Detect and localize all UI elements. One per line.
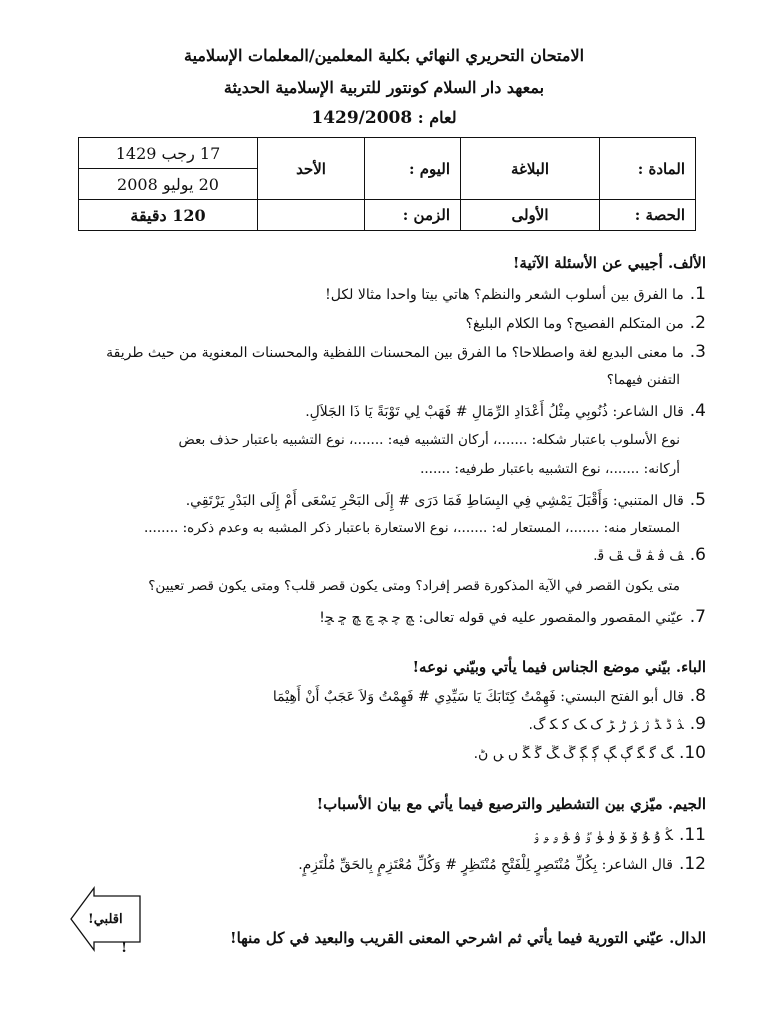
section-d-title: الدال. عيّني التورية فيما يأتي ثم اشرحي المعنى القريب والبعيد في كل منها! — [230, 929, 706, 947]
question-4 — [305, 401, 706, 421]
question-1 — [325, 284, 706, 304]
question-number: 11. — [678, 825, 706, 845]
day-label: اليوم : — [365, 138, 461, 200]
quran-verse-glyphs: ﭫ ﭬ ﭭ ﭮ ﭯ ﭰ. — [593, 548, 684, 564]
exam-title: الامتحان التحريري النهائي بكلية المعلمين/المعلمات الإسلامية — [183, 46, 585, 65]
question-text: من المتكلم الفصيح؟ وما الكلام البليغ؟ — [465, 316, 684, 332]
exam-info-table — [78, 137, 696, 231]
question-number: 9. — [689, 714, 706, 734]
question-number: 6. — [689, 545, 706, 565]
section-c-title: الجيم. ميّزي بين التشطير والترصيع فيما يأتي مع بيان الأسباب! — [316, 795, 706, 813]
question-text: قال الشاعر: ذُنُوبِي مِثْلُ أَعْدَادِ الرِّمَالِ # فَهَبْ لِي تَوْبَةً يَا ذَا الجَلاَلِ. — [305, 404, 684, 420]
question-number: 1. — [689, 284, 706, 304]
session-label: الحصة : — [600, 200, 696, 231]
question-8 — [273, 686, 706, 706]
question-number: 8. — [689, 686, 706, 706]
question-10 — [474, 743, 706, 763]
question-number: 4. — [689, 401, 706, 421]
quran-verse-glyphs: ﮓ ﮔ ﮕ ﮖ ﮗ ﮘ ﮙ ﮚ ﮛ ﮜ ﮝ ﮞ ﮟ ﮠ. — [473, 746, 673, 762]
question-6 — [593, 545, 706, 565]
time-label: الزمن : — [365, 200, 461, 231]
question-number: 3. — [689, 342, 706, 362]
subject-value: البلاغة — [461, 138, 600, 200]
question-text: ما الفرق بين أسلوب الشعر والنظم؟ هاتي بيتا واحدا مثالا لكل! — [325, 287, 684, 303]
question-text: ما معنى البديع لغة واصطلاحا؟ ما الفرق بين المحسنات اللفظية والمحسنات المعنوية من حيث طريقة — [106, 345, 684, 361]
question-number: 5. — [689, 490, 706, 510]
turn-over-label: اقلبي! — [88, 912, 123, 927]
question-text: قال الشاعر: بِكُلِّ مُنْتَصِرٍ لِلْفَتْحِ مُنْتَظِرٍ # وَكُلِّ مُعْتَزِمٍ بِالحَقِّ مُلْتَزِمٍ. — [298, 857, 673, 873]
turn-over-mark: ! — [121, 940, 128, 956]
quran-verse-glyphs: ﯖ ﯗ ﯘ ﯙ ﯚ ﯛ ﯜ ﯝ ﯞ ﯟ ﯠ ﯡ ﯢ — [533, 828, 673, 844]
question-number: 10. — [678, 743, 706, 763]
question-number: 2. — [689, 313, 706, 333]
question-2 — [466, 313, 706, 333]
question-3 — [106, 342, 706, 362]
question-9 — [528, 714, 706, 734]
question-11 — [534, 825, 706, 845]
year-value: 1429/2008 — [311, 108, 413, 128]
question-text: قال المتنبي: وَأَقْبَلَ يَمْشِي فِي البِسَاطِ فَمَا دَرَى # إِلَى البَحْرِ يَسْعَى أَمْ إِلَى البَدْرِ يَرْتَقِي. — [185, 493, 684, 509]
question-6-prompt: متى يكون القصر في الآية المذكورة قصر إفراد؟ ومتى يكون قصر قلب؟ ومتى يكون قصر تعيين؟ — [148, 578, 680, 594]
question-7 — [319, 607, 706, 627]
question-4-blanks-1: نوع الأسلوب باعتبار شكله: .......، أركان التشبيه فيه: .......، نوع التشبيه باعتبار حذف بعض — [178, 432, 680, 448]
question-5 — [186, 490, 706, 510]
question-number: 12. — [678, 854, 706, 874]
session-value: الأولى — [461, 200, 600, 231]
question-text: عيّني المقصور والمقصور عليه في قوله تعالى: — [418, 610, 684, 626]
question-3-continued: التفنن فيهما؟ — [606, 372, 680, 388]
question-12 — [298, 854, 706, 874]
quran-verse-glyphs: ﭻ ﭼ ﭽ ﭾ ﭿ ﮀ ﮁ! — [319, 610, 415, 626]
quran-verse-glyphs: ﮇ ﮈ ﮉ ﮊ ﮋ ﮌ ﮍ ﮎ ﮏ ﮐ ﮑ ﮒ. — [528, 717, 684, 733]
institute-title: بمعهد دار السلام كونتور للتربية الإسلامية الحديثة — [223, 78, 545, 97]
question-text: قال أبو الفتح البستي: فَهِمْتُ كِتَابَكَ يَا سَيِّدِي # فَهِمْتُ وَلاَ عَجَبٌ أَنْ أَهِيْمَا — [272, 689, 684, 705]
section-a-title: الألف. أجيبي عن الأسئلة الآتية! — [512, 254, 706, 272]
time-value-spacer — [258, 200, 365, 231]
section-b-title: الباء. بيّني موضع الجناس فيما يأتي وبيّني نوعه! — [412, 658, 706, 676]
question-number: 7. — [689, 607, 706, 627]
question-4-blanks-2: أركانه: .......، نوع التشبيه باعتبار طرفيه: ....... — [420, 461, 680, 477]
day-value: الأحد — [258, 138, 365, 200]
hijri-date: 17 رجب 1429 — [79, 138, 258, 169]
turn-over-arrow — [70, 886, 142, 952]
subject-label: المادة : — [600, 138, 696, 200]
gregorian-date: 20 يوليو 2008 — [79, 169, 258, 200]
exam-year — [0, 108, 768, 128]
time-value: 120 دقيقة — [79, 200, 258, 231]
year-label: لعام : — [417, 108, 457, 127]
question-5-blanks: المستعار منه: .......، المستعار له: .......، نوع الاستعارة باعتبار ذكر المشبه به وعدم ذكره: ........ — [143, 520, 680, 536]
